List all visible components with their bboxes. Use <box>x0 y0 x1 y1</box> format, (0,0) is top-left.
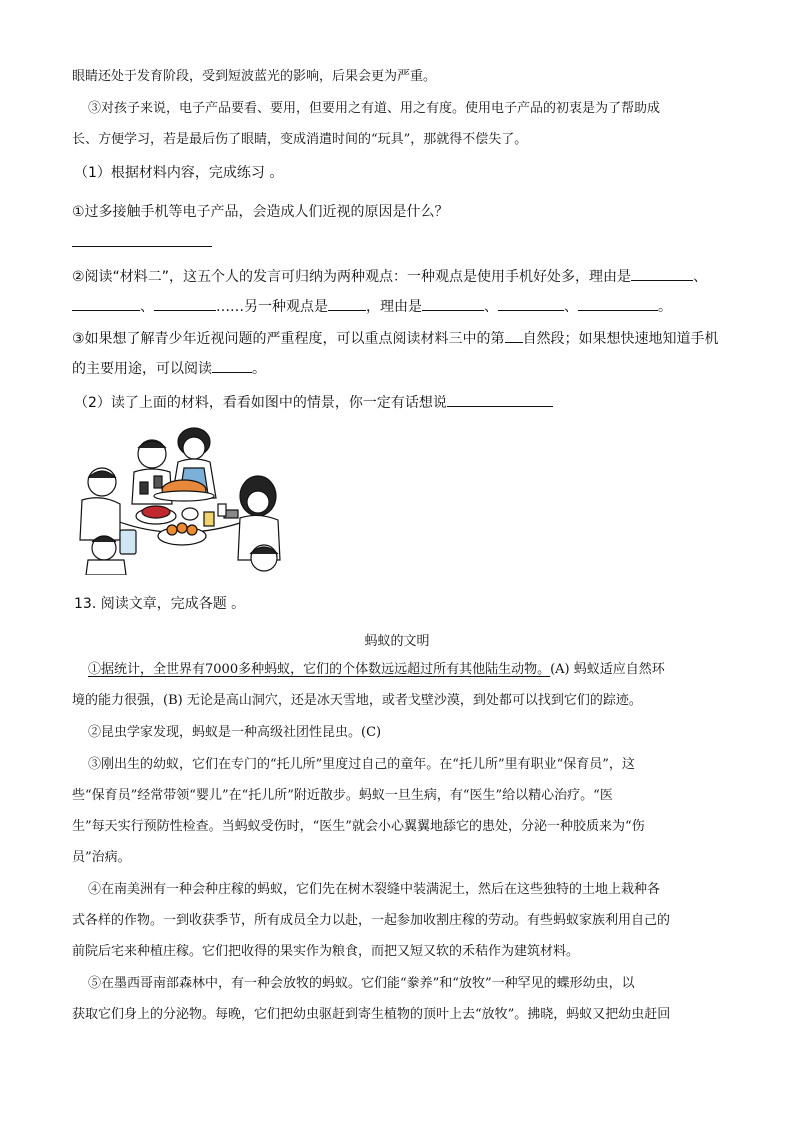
underlined-sentence: ①据统计，全世界有7000多种蚂蚁，它们的个体数远远超过所有其他陆生动物。 <box>88 662 551 677</box>
question-13-heading: 13. 阅读文章，完成各题 。 <box>74 596 246 612</box>
article-paragraph-3-line: 些“保育员”经常带领“婴儿”在“托儿所”附近散步。蚂蚁一旦生病，有“医生”给以精心治疗。“医 <box>72 788 613 803</box>
article-paragraph-5-line: 获取它们身上的分泌物。每晚，它们把幼虫驱赶到寄生植物的顶叶上去“放牧”。拂晓，蚂蚁又把幼虫赶回 <box>72 1007 671 1022</box>
article-paragraph-4-line: ④在南美洲有一种会种庄稼的蚂蚁，它们先在树木裂缝中装满泥土，然后在这些独特的土地上栽种各 <box>88 882 661 897</box>
separator: 、 <box>484 299 498 315</box>
question-1-sub-3-line-2 <box>72 358 266 378</box>
answer-blank-1[interactable] <box>72 232 212 253</box>
separator: 、 <box>140 299 154 315</box>
article-paragraph-1-line: 境的能力很强，(B) 无论是高山洞穴，还是冰天雪地，或者戈壁沙漠，到处都可以找到它们的踪迹。 <box>72 693 642 708</box>
question-2 <box>74 392 553 412</box>
answer-blank[interactable] <box>328 296 366 311</box>
period: 。 <box>658 299 672 315</box>
sub2-text: ……另一种观点是 <box>216 299 328 315</box>
question-2-text: （2）读了上面的材料，看看如图中的情景，你一定有话想说 <box>74 395 447 411</box>
answer-blank[interactable] <box>154 296 216 311</box>
sub3-text: ③如果想了解青少年近视问题的严重程度，可以重点阅读材料三中的第 <box>72 331 505 347</box>
sub3-text: 的主要用途，可以阅读 <box>72 361 212 377</box>
sub2-text: ，理由是 <box>366 299 422 315</box>
answer-blank[interactable] <box>422 296 484 311</box>
separator: 、 <box>564 299 578 315</box>
article-paragraph-4-line: 式各样的作物。一到收获季节，所有成员全力以赴，一起参加收割庄稼的劳动。有些蚂蚁家族利用自己的 <box>72 913 671 928</box>
question-1-heading: （1）根据材料内容，完成练习 。 <box>74 165 284 181</box>
answer-blank[interactable] <box>447 392 553 407</box>
sub3-text: 自然段；如果想快速地知道手机 <box>522 331 719 347</box>
article-paragraph-4-line: 前院后宅来种植庄稼。它们把收得的果实作为粮食，而把又短又软的禾秸作为建筑材料。 <box>72 944 580 959</box>
question-1-sub-2-line-1 <box>72 266 707 286</box>
paragraph-text: (A) 蚂蚁适应自然环 <box>550 662 665 677</box>
paragraph-3-line: 长、方便学习，若是最后伤了眼睛，变成消遣时间的“玩具”，那就得不偿失了。 <box>72 132 528 147</box>
answer-blank[interactable] <box>72 296 140 311</box>
article-paragraph-1-line <box>88 661 665 679</box>
separator: 、 <box>693 269 708 285</box>
question-1-sub-3-line-1 <box>72 328 719 348</box>
article-paragraph-2: ②昆虫学家发现，蚂蚁是一种高级社团性昆虫。(C) <box>88 725 382 740</box>
answer-blank[interactable] <box>578 296 658 311</box>
answer-blank[interactable] <box>498 296 564 311</box>
article-paragraph-3-line: 员”治病。 <box>72 850 131 865</box>
question-1-sub-2-line-2 <box>72 296 672 316</box>
answer-blank[interactable] <box>505 328 523 343</box>
family-dinner-illustration <box>74 420 284 575</box>
article-paragraph-3-line: ③刚出生的幼蚁，它们在专门的“托儿所”里度过自己的童年。在“托儿所”里有职业“保育员”，这 <box>88 757 635 772</box>
article-paragraph-5-line: ⑤在墨西哥南部森林中，有一种会放牧的蚂蚁。它们能“豢养”和“放牧”一种罕见的蝶形幼虫，以 <box>88 976 635 991</box>
text-line: 眼睛还处于发育阶段，受到短波蓝光的影响，后果会更为严重。 <box>72 69 437 84</box>
sub2-text: ②阅读“材料二”，这五个人的发言可归纳为两种观点：一种观点是使用手机好处多，理由是 <box>72 269 632 285</box>
question-1-sub-1: ①过多接触手机等电子产品，会造成人们近视的原因是什么？ <box>72 204 449 220</box>
article-title: 蚂蚁的文明 <box>364 634 430 649</box>
article-paragraph-3-line: 生”每天实行预防性检查。当蚂蚁受伤时，“医生”就会小心翼翼地舔它的患处，分泌一种胶质来为“伤 <box>72 819 645 834</box>
period: 。 <box>252 361 266 377</box>
paragraph-3-line: ③对孩子来说，电子产品要看、要用，但要用之有道、用之有度。使用电子产品的初衷是为了帮助成 <box>88 101 661 116</box>
answer-blank[interactable] <box>212 358 252 373</box>
answer-blank[interactable] <box>631 266 693 281</box>
